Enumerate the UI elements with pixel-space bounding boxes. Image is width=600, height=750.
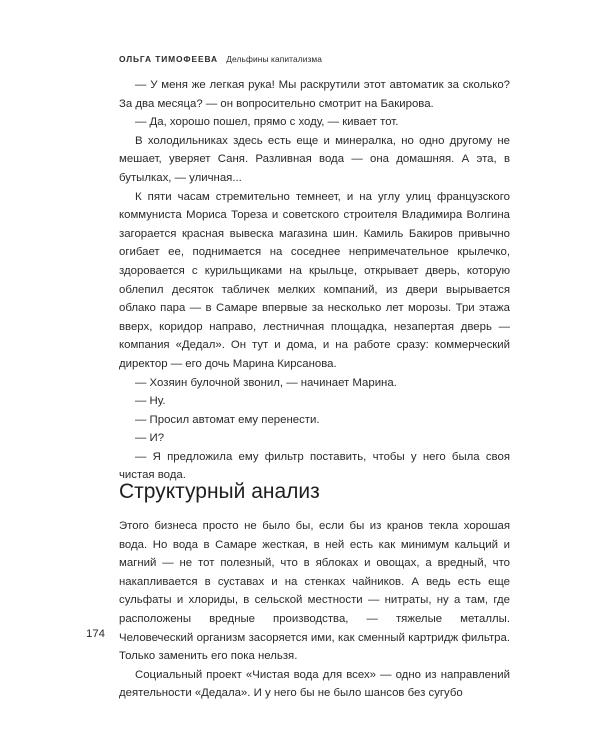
paragraph: — Я предложила ему фильтр поставить, чтобы у него была своя чистая вода.	[119, 450, 510, 482]
section-body	[119, 517, 510, 703]
paragraph: — Да, хорошо пошел, прямо с ходу, — кивает тот.	[135, 116, 399, 129]
paragraph: — Просил автомат ему перенести.	[135, 413, 320, 426]
author-name: ОЛЬГА ТИМОФЕЕВА	[119, 54, 218, 64]
page-number: 174	[86, 628, 106, 640]
paragraph: — Ну.	[135, 395, 166, 408]
paragraph: — У меня же легкая рука! Мы раскрутили этот автоматик за сколько? За два месяца? — он вопросительно смотрит на Бакирова.	[119, 79, 510, 110]
paragraph: Этого бизнеса просто не было бы, если бы из кранов текла хорошая вода. Но вода в Самаре жесткая, в ней есть как минимум кальций и магний — не тот полезный, что в яблоках и овощах, а вредный, что накапливается в суставах и на стенках чайников. А ведь есть еще сульфаты и хлориды, в сельской местности — нитраты, ну а там, где расположены вредные производства, — тяжелые металлы. Человеческий организм засоряется ими, как сменный картридж фильтра. Только заменить его пока нельзя.	[119, 520, 510, 663]
paragraph: — И?	[135, 432, 165, 445]
book-title: Дельфины капитализма	[226, 54, 323, 64]
paragraph: В холодильниках здесь есть еще и минералка, но одно другому не мешает, уверяет Саня. Разливная вода — она домашняя. А эта, в бутылках, — уличная...	[119, 134, 510, 184]
section-heading: Структурный анализ	[119, 480, 320, 503]
paragraph: К пяти часам стремительно темнеет, и на углу улиц французского коммуниста Мориса Тореза и советского строителя Владимира Волгина загорается красная вывеска магазина шин. Камиль Бакиров привычно огибает ее, поднимается на соседнее непримечательное крылечко, здоровается с курильщиками на крыльце, открывает дверь, которую облепил десяток табличек мелких компаний, из двери вырывается облако пара — в Самаре впервые за несколько лет морозы. Три этажа вверх, коридор направо, лестничная площадка, незапертая дверь — компания «Дедал». Он тут и дома, и на работе сразу: коммерческий директор — его дочь Марина Кирсанова.	[119, 190, 510, 370]
paragraph: Социальный проект «Чистая вода для всех» — одно из направлений деятельности «Дедала». И у него бы не было шансов без сугубо	[119, 668, 510, 700]
running-head	[119, 54, 322, 64]
dialogue-block	[119, 76, 510, 485]
paragraph: — Хозяин булочной звонил, — начинает Марина.	[135, 376, 397, 389]
